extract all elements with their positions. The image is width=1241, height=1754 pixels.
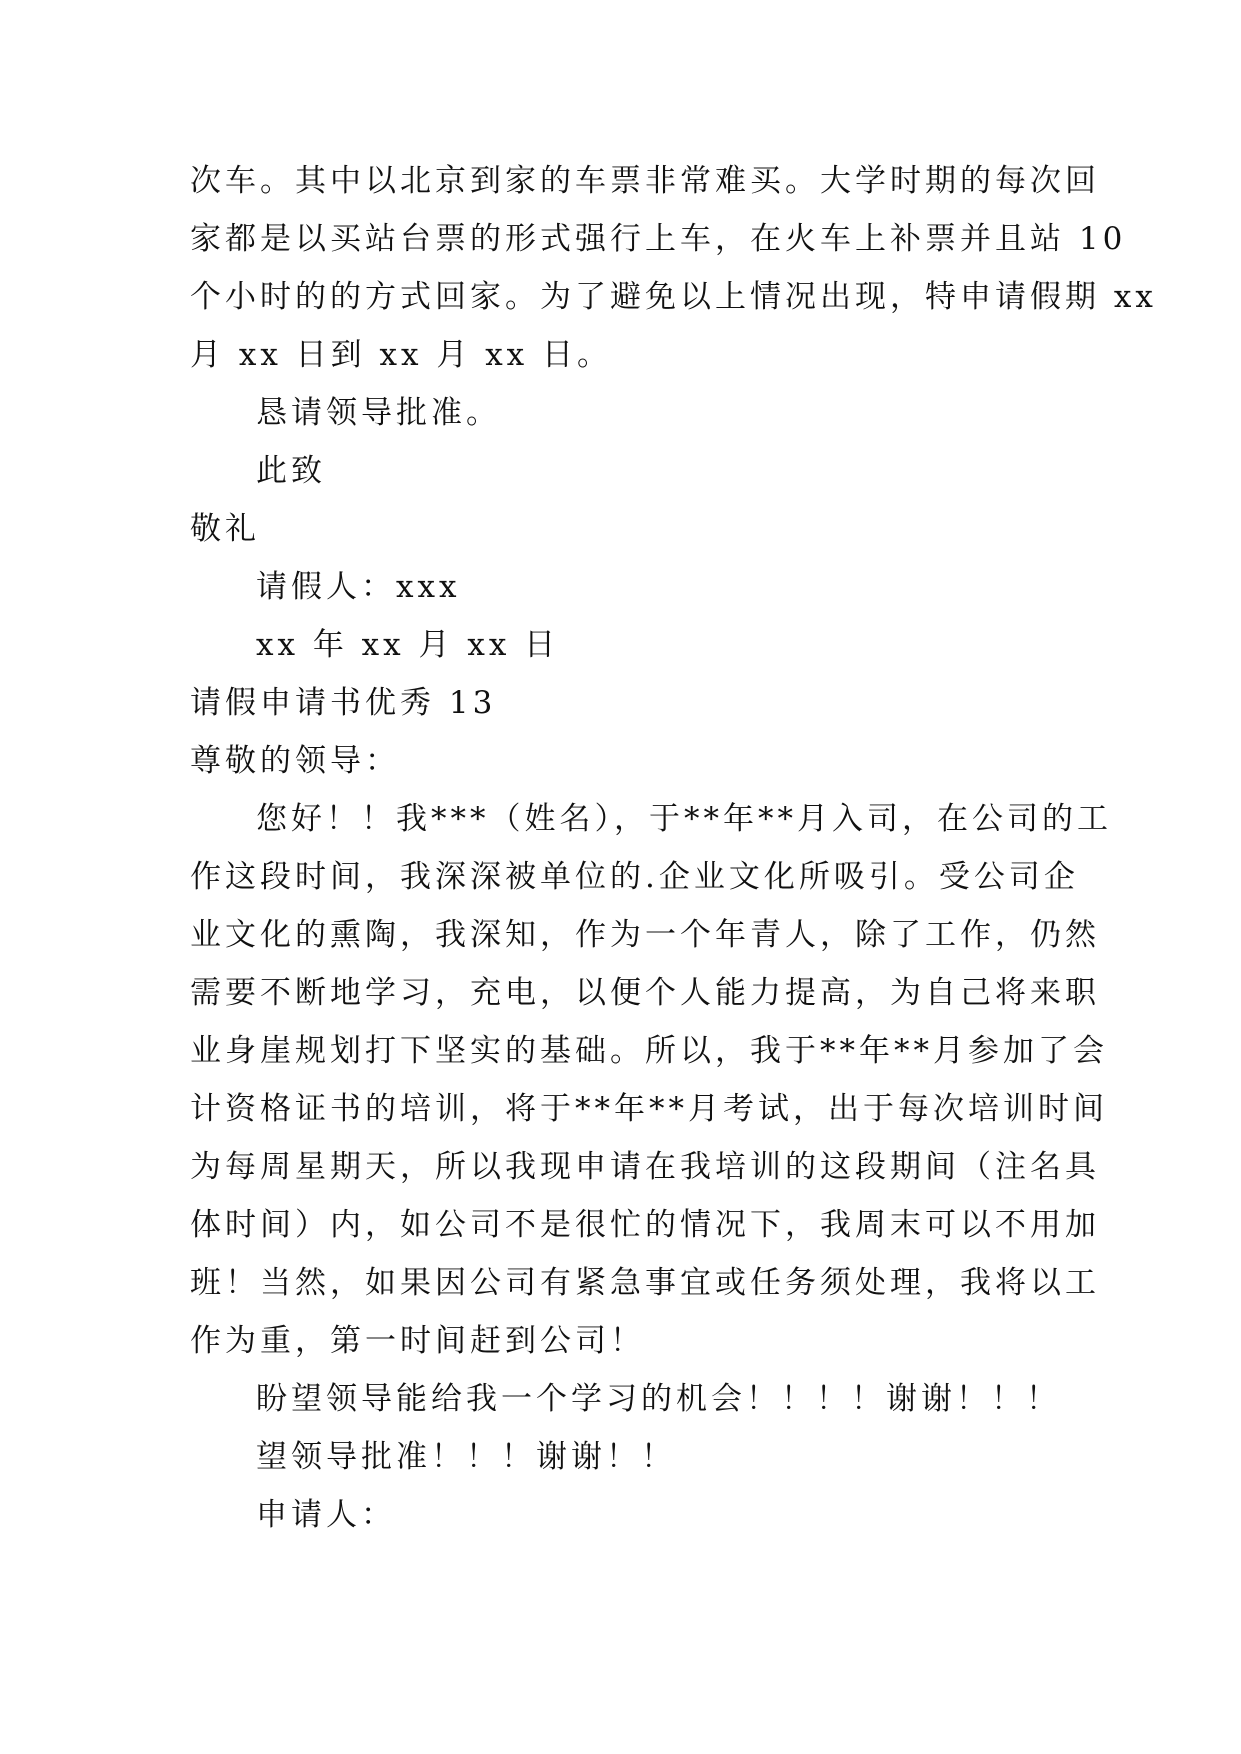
paragraph-line: 业身崖规划打下坚实的基础。所以，我于**年**月参加了会 [190,1033,1108,1069]
paragraph-line: 次车。其中以北京到家的车票非常难买。大学时期的每次回 [190,163,1100,199]
approve-line: 望领导批准！！！谢谢！！ [256,1439,676,1475]
paragraph-line: 月 xx 日到 xx 月 xx 日。 [190,337,613,373]
date-line: xx 年 xx 月 xx 日 [256,627,560,663]
request-approval-line: 恳请领导批准。 [256,395,501,431]
applicant-line: 请假人：xxx [256,569,461,605]
paragraph-line: 家都是以买站台票的形式强行上车，在火车上补票并且站 10 [190,221,1127,257]
paragraph-line: 计资格证书的培训，将于**年**月考试，出于每次培训时间 [190,1091,1108,1127]
regards-line: 敬礼 [190,511,260,547]
paragraph-line: 需要不断地学习，充电，以便个人能力提高，为自己将来职 [190,975,1100,1011]
paragraph-line: 为每周星期天，所以我现申请在我培训的这段期间（注名具 [190,1149,1100,1185]
paragraph-line: 您好！！我***（姓名），于**年**月入司，在公司的工 [256,801,1112,837]
paragraph-line: 体时间）内，如公司不是很忙的情况下，我周末可以不用加 [190,1207,1100,1243]
paragraph-line: 作这段时间，我深深被单位的.企业文化所吸引。受公司企 [190,859,1079,895]
paragraph-line: 作为重，第一时间赶到公司！ [190,1323,645,1359]
salutation: 尊敬的领导： [190,743,400,779]
document-page [190,152,1157,1544]
hope-line: 盼望领导能给我一个学习的机会！！！！谢谢！！！ [256,1381,1061,1417]
signature-label: 申请人： [256,1497,396,1533]
body-paragraph [190,790,1112,1370]
closing-line: 此致 [256,453,326,489]
paragraph-line: 业文化的熏陶，我深知，作为一个年青人，除了工作，仍然 [190,917,1100,953]
paragraph-line: 个小时的的方式回家。为了避免以上情况出现，特申请假期 xx [190,279,1157,315]
section-title: 请假申请书优秀 13 [190,685,497,721]
paragraph-line: 班！当然，如果因公司有紧急事宜或任务须处理，我将以工 [190,1265,1100,1301]
continued-paragraph [190,152,1157,384]
